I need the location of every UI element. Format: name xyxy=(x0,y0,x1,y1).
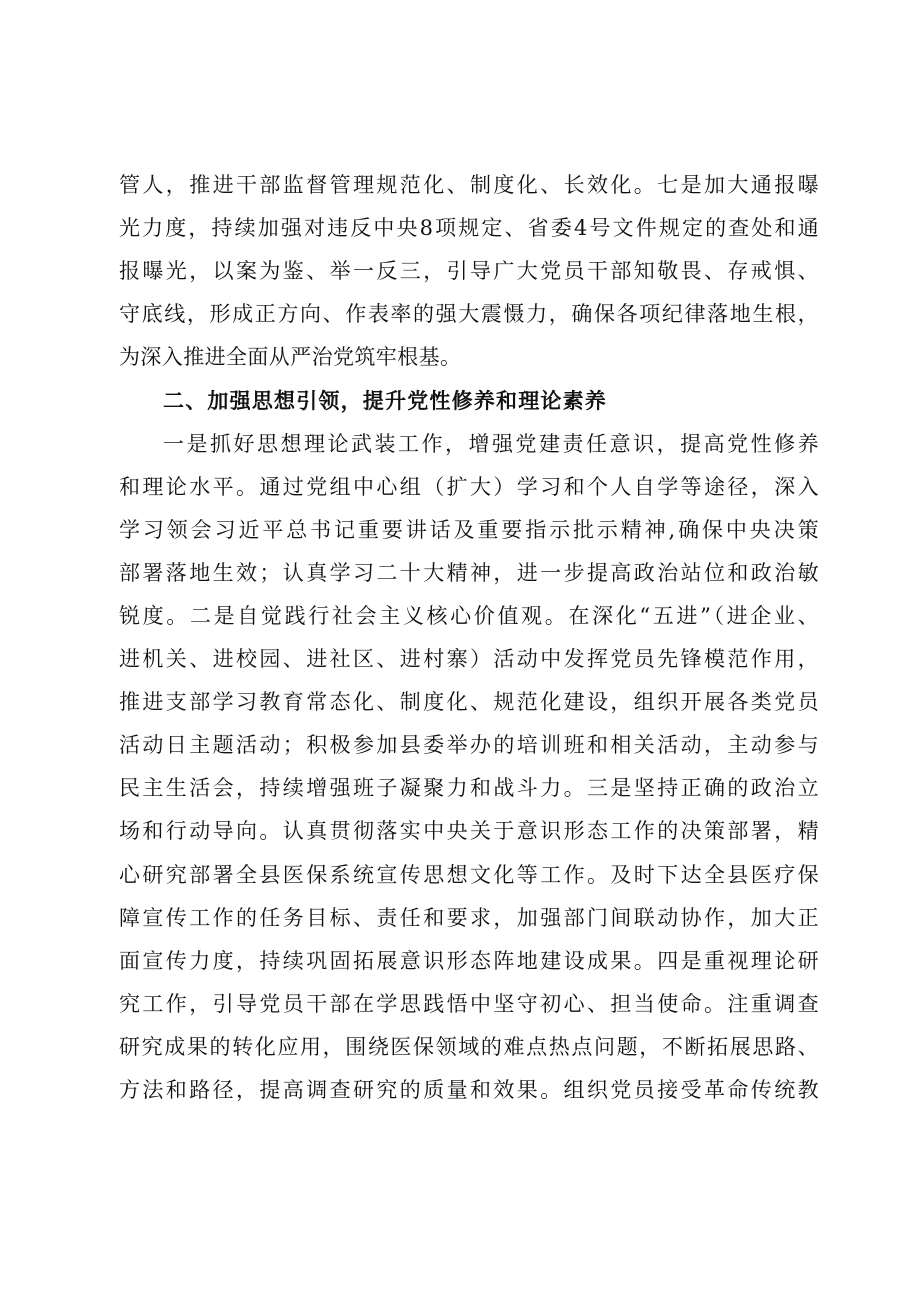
text-line: 场和行动导向。认真贯彻落实中央关于意识形态工作的决策部署，精 xyxy=(119,819,819,844)
text-line: 究工作，引导党员干部在学思践悟中坚守初心、担当使命。注重调查 xyxy=(119,991,819,1016)
text-line: 方法和路径，提高调查研究的质量和效果。组织党员接受革命传统教 xyxy=(119,1077,819,1102)
text-line: 民主生活会，持续增强班子凝聚力和战斗力。三是坚持正确的政治立 xyxy=(119,776,819,801)
text-line: 进机关、进校园、进社区、进村寨）活动中发挥党员先锋模范作用， xyxy=(119,647,819,672)
text-line: 锐度。二是自觉践行社会主义核心价值观。在深化“五进”（进企业、 xyxy=(119,603,819,628)
text-line: 管人，推进干部监督管理规范化、制度化、长效化。七是加大通报曝 xyxy=(119,173,819,197)
text-line: 推进支部学习教育常态化、制度化、规范化建设，组织开展各类党员 xyxy=(119,690,819,715)
text-line: 心研究部署全县医保系统宣传思想文化等工作。及时下达全县医疗保 xyxy=(119,862,819,887)
text-line: 和理论水平。通过党组中心组（扩大）学习和个人自学等途径，深入 xyxy=(119,474,819,499)
text-line: 守底线，形成正方向、作表率的强大震慑力，确保各项纪律落地生根， xyxy=(119,302,819,327)
section-heading: 二、加强思想引领，提升党性修养和理论素养 xyxy=(163,388,607,414)
text-line: 面宣传力度，持续巩固拓展意识形态阵地建设成果。四是重视理论研 xyxy=(119,948,819,973)
text-line: 活动日主题活动；积极参加县委举办的培训班和相关活动，主动参与 xyxy=(119,733,819,758)
body-text xyxy=(119,164,819,1112)
text-line: 障宣传工作的任务目标、责任和要求，加强部门间联动协作，加大正 xyxy=(119,905,819,930)
text-line: 研究成果的转化应用，围绕医保领域的难点热点问题，不断拓展思路、 xyxy=(119,1034,819,1059)
text-line: 光力度，持续加强对违反中央8项规定、省委4号文件规定的查处和通 xyxy=(119,216,819,241)
text-line: 为深入推进全面从严治党筑牢根基。 xyxy=(119,345,462,370)
text-line: 报曝光，以案为鉴、举一反三，引导广大党员干部知敬畏、存戒惧、 xyxy=(119,259,819,284)
text-line: 部署落地生效；认真学习二十大精神，进一步提高政治站位和政治敏 xyxy=(119,560,819,585)
text-line: 一是抓好思想理论武装工作，增强党建责任意识，提高党性修养 xyxy=(163,431,819,456)
text-line: 学习领会习近平总书记重要讲话及重要指示批示精神,确保中央决策 xyxy=(119,517,819,542)
